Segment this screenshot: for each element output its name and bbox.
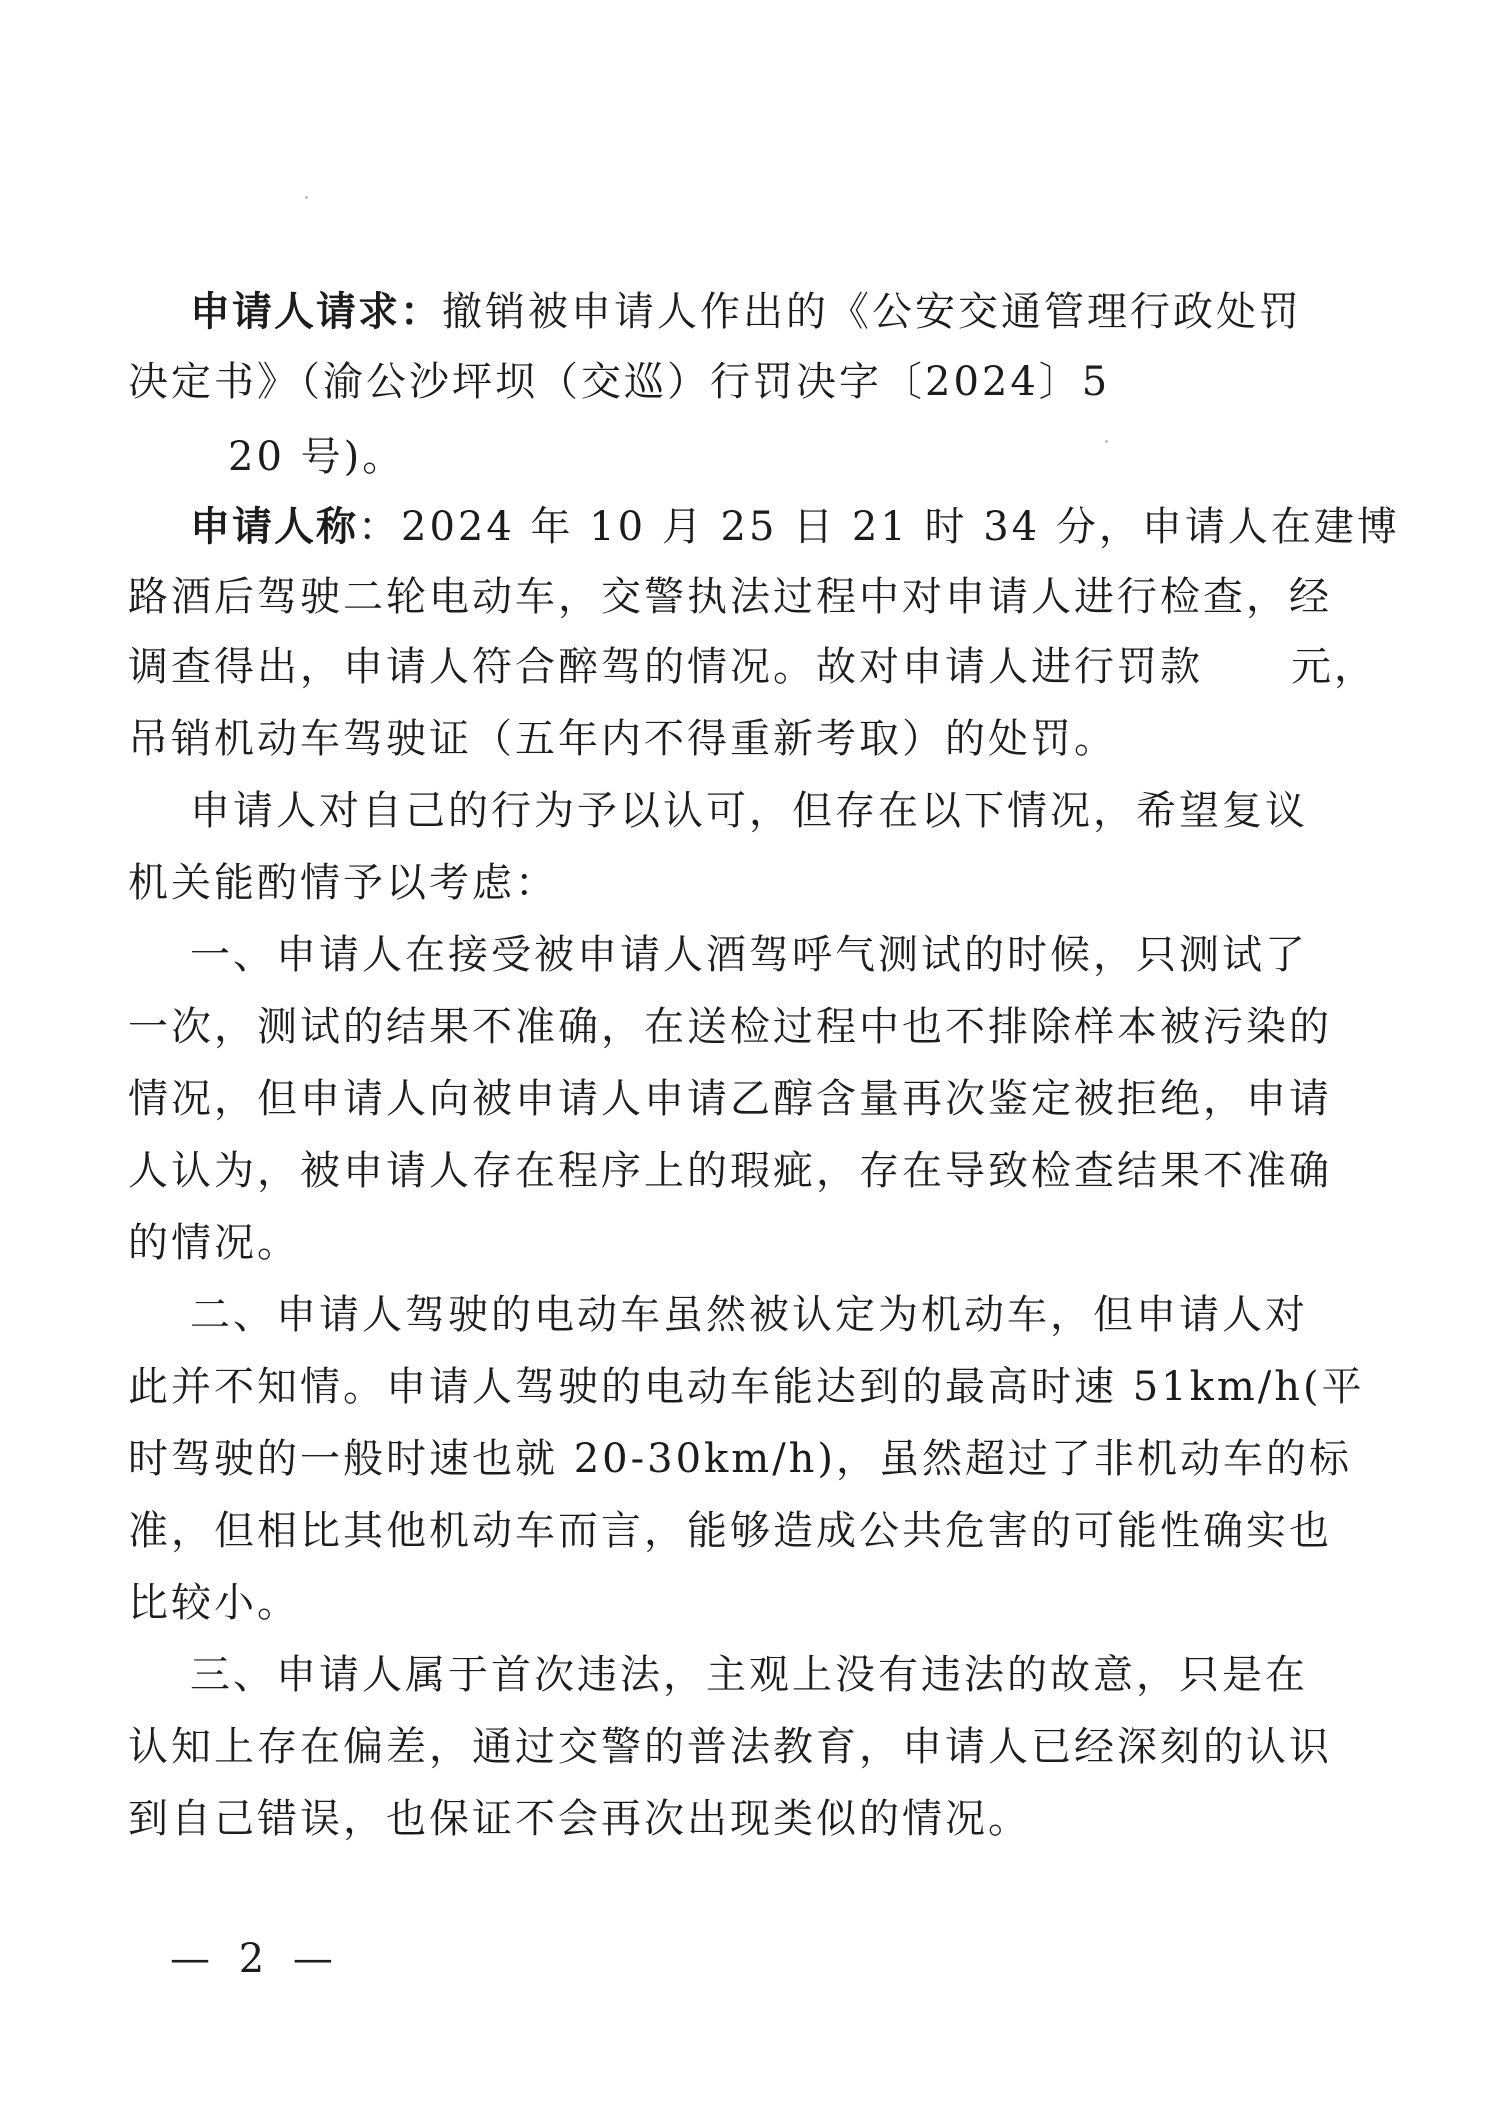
claim-line-1 bbox=[190, 500, 1400, 554]
point3-line-1 bbox=[190, 1648, 1330, 1702]
request-text-2: 决定书》（渝公沙坪坝（交巡）行罚决字〔2024〕5 bbox=[128, 359, 1111, 405]
claim-line-3 bbox=[128, 640, 1377, 694]
point2-text-3: 时驾驶的一般时速也就 20-30km/h)，虽然超过了非机动车的标 bbox=[128, 1436, 1353, 1482]
point1-text-1: 一、申请人在接受被申请人酒驾呼气测试的时候，只测试了 bbox=[190, 932, 1308, 978]
point1-line-4 bbox=[128, 1144, 1332, 1198]
claim-label: 申请人称 bbox=[190, 504, 358, 550]
claim-text-3b: 元， bbox=[1291, 644, 1377, 690]
intro-text-1: 申请人对自己的行为予以认可，但存在以下情况，希望复议 bbox=[190, 788, 1308, 834]
point1-text-3: 情况，但申请人向被申请人申请乙醇含量再次鉴定被拒绝，申请 bbox=[128, 1076, 1332, 1122]
claim-line-2 bbox=[128, 570, 1332, 624]
point1-text-2: 一次，测试的结果不准确，在送检过程中也不排除样本被污染的 bbox=[128, 1004, 1332, 1050]
scan-speck bbox=[1105, 440, 1108, 443]
intro-line-1 bbox=[190, 784, 1330, 838]
request-label: 申请人请求： bbox=[190, 289, 442, 335]
point2-text-1: 二、申请人驾驶的电动车虽然被认定为机动车，但申请人对 bbox=[190, 1292, 1308, 1338]
point3-text-1: 三、申请人属于首次违法，主观上没有违法的故意，只是在 bbox=[190, 1652, 1308, 1698]
point3-text-3: 到自己错误，也保证不会再次出现类似的情况。 bbox=[128, 1796, 1031, 1842]
intro-text-2: 机关能酌情予以考虑： bbox=[128, 860, 558, 906]
point1-line-5 bbox=[128, 1216, 1268, 1270]
request-line-1 bbox=[190, 285, 1330, 339]
claim-text-3a: 调查得出，申请人符合醉驾的情况。故对申请人进行罚款 bbox=[128, 644, 1203, 690]
point1-line-3 bbox=[128, 1072, 1332, 1126]
point2-line-5 bbox=[128, 1576, 1268, 1630]
point2-text-5: 比较小。 bbox=[128, 1580, 300, 1626]
claim-line-4 bbox=[128, 712, 1268, 766]
point2-text-2: 此并不知情。申请人驾驶的电动车能达到的最高时速 51km/h(平 bbox=[128, 1364, 1365, 1410]
point3-line-2 bbox=[128, 1720, 1332, 1774]
intro-line-2 bbox=[128, 856, 1268, 910]
request-text-3: 20 号)。 bbox=[228, 434, 406, 480]
point1-text-5: 的情况。 bbox=[128, 1220, 300, 1266]
page-number: — 2 — bbox=[170, 1936, 341, 1982]
claim-text-4: 吊销机动车驾驶证（五年内不得重新考取）的处罚。 bbox=[128, 716, 1117, 762]
point2-line-1 bbox=[190, 1288, 1330, 1342]
point1-line-2 bbox=[128, 1000, 1332, 1054]
request-line-2 bbox=[128, 355, 1268, 409]
point2-line-4 bbox=[128, 1504, 1332, 1558]
point2-line-2 bbox=[128, 1360, 1365, 1414]
point3-line-3 bbox=[128, 1792, 1268, 1846]
redaction-box bbox=[1203, 646, 1291, 694]
point3-text-2: 认知上存在偏差，通过交警的普法教育，申请人已经深刻的认识 bbox=[128, 1724, 1332, 1770]
request-line-3 bbox=[228, 430, 1368, 484]
scan-speck bbox=[305, 196, 308, 199]
point2-line-3 bbox=[128, 1432, 1353, 1486]
claim-text-2: 路酒后驾驶二轮电动车，交警执法过程中对申请人进行检查，经 bbox=[128, 574, 1332, 620]
request-text-1: 撤销被申请人作出的《公安交通管理行政处罚 bbox=[442, 289, 1302, 335]
point2-text-4: 准，但相比其他机动车而言，能够造成公共危害的可能性确实也 bbox=[128, 1508, 1332, 1554]
point1-line-1 bbox=[190, 928, 1330, 982]
claim-text-1: ：2024 年 10 月 25 日 21 时 34 分，申请人在建博 bbox=[358, 504, 1400, 550]
point1-text-4: 人认为，被申请人存在程序上的瑕疵，存在导致检查结果不准确 bbox=[128, 1148, 1332, 1194]
